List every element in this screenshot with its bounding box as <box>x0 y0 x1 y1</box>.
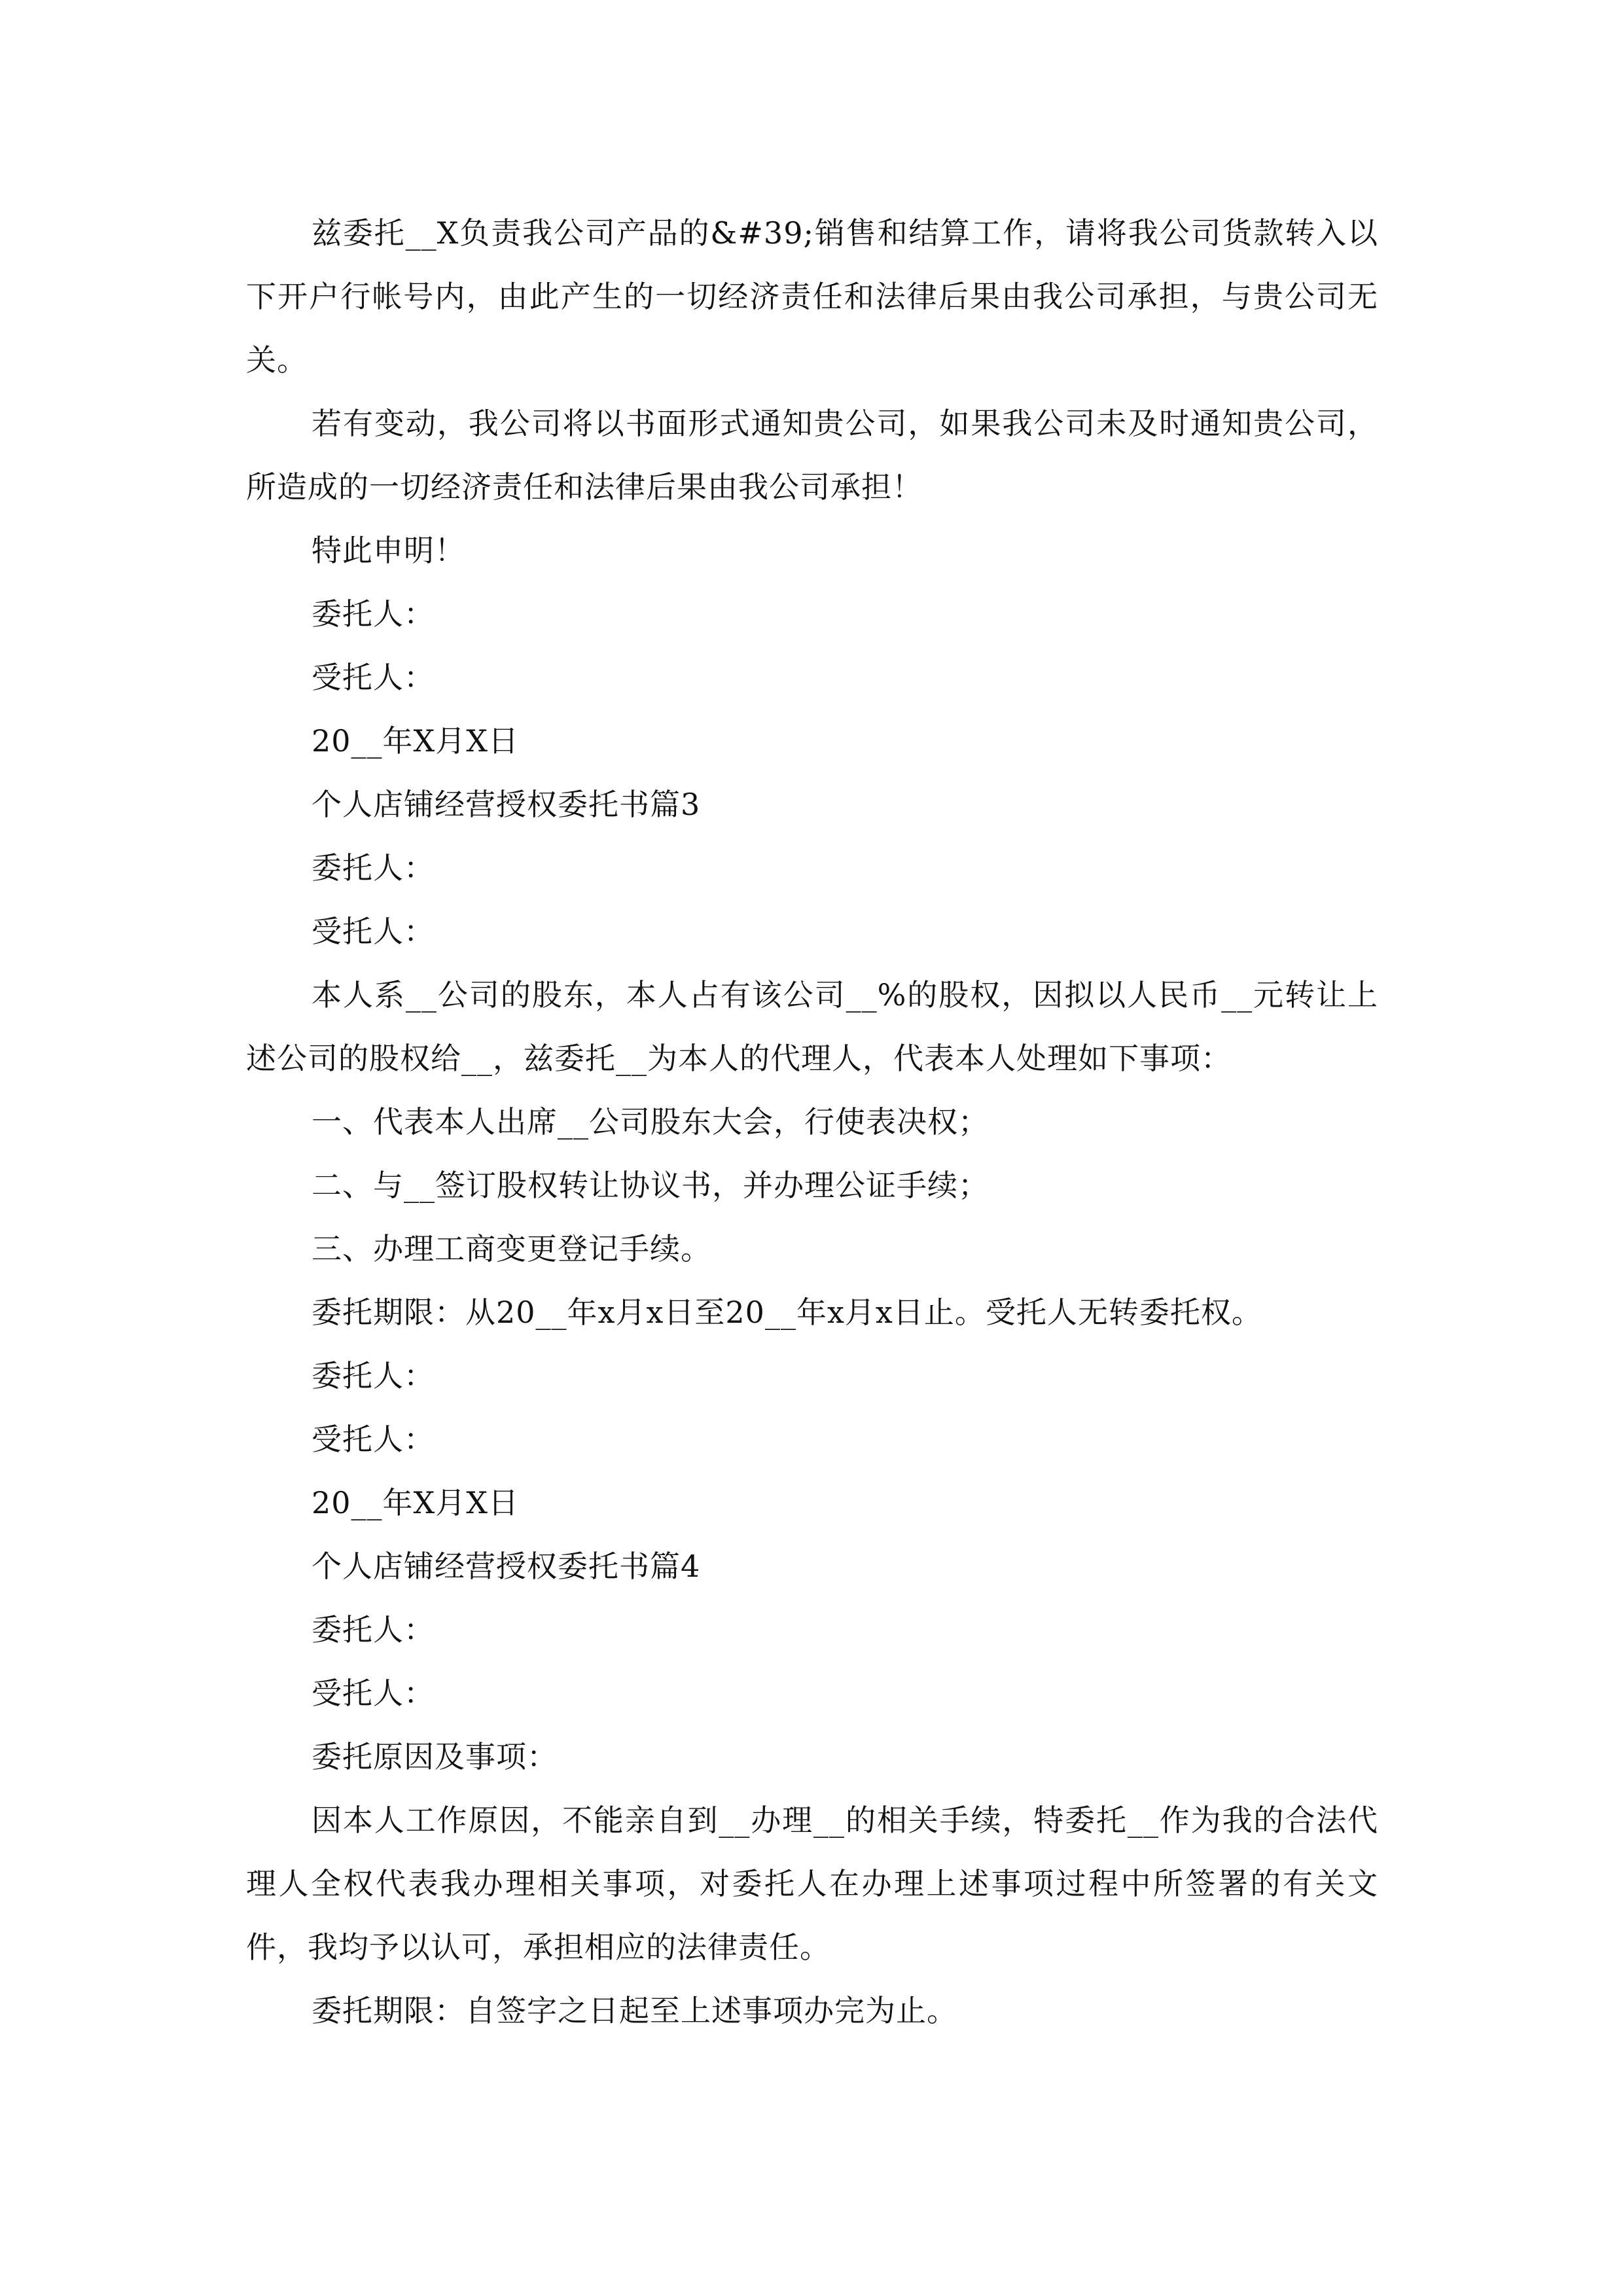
document-body <box>246 202 1378 2043</box>
agent-label: 受托人： <box>312 660 435 695</box>
declaration-line: 特此申明！ <box>312 533 465 568</box>
principal-label: 委托人： <box>312 1612 435 1647</box>
agent-label: 受托人： <box>312 1676 435 1711</box>
section-title: 个人店铺经营授权委托书篇4 <box>312 1549 701 1584</box>
term-line: 委托期限：从20__年x月x日至20__年x月x日止。受托人无转委托权。 <box>312 1295 1262 1330</box>
list-item: 二、与__签订股权转让协议书，并办理公证手续； <box>312 1168 989 1203</box>
paragraph: 若有变动，我公司将以书面形式通知贵公司，如果我公司未及时通知贵公司，所造成的一切经济责任和法律后果由我公司承担！ <box>246 406 1378 505</box>
date-line: 20__年X月X日 <box>312 723 520 759</box>
date-line: 20__年X月X日 <box>312 1485 520 1520</box>
agent-label: 受托人： <box>312 1422 435 1457</box>
section-title: 个人店铺经营授权委托书篇3 <box>312 787 701 822</box>
paragraph: 兹委托__X负责我公司产品的&#39;销售和结算工作，请将我公司货款转入以下开户行帐号内，由此产生的一切经济责任和法律后果由我公司承担，与贵公司无关。 <box>246 215 1378 378</box>
list-item: 三、办理工商变更登记手续。 <box>312 1231 711 1266</box>
principal-label: 委托人： <box>312 850 435 886</box>
paragraph: 因本人工作原因，不能亲自到__办理__的相关手续，特委托__作为我的合法代理人全权代表我办理相关事项，对委托人在办理上述事项过程中所签署的有关文件，我均予以认可，承担相应的法律责任。 <box>246 1803 1378 1965</box>
list-item: 一、代表本人出席__公司股东大会，行使表决权； <box>312 1104 989 1139</box>
agent-label: 受托人： <box>312 914 435 949</box>
principal-label: 委托人： <box>312 596 435 632</box>
principal-label: 委托人： <box>312 1358 435 1393</box>
term-line: 委托期限：自签字之日起至上述事项办完为止。 <box>312 1993 957 2028</box>
reason-label: 委托原因及事项： <box>312 1739 558 1774</box>
paragraph: 本人系__公司的股东，本人占有该公司__%的股权，因拟以人民币__元转让上述公司的股权给__，兹委托__为本人的代理人，代表本人处理如下事项： <box>246 977 1378 1076</box>
